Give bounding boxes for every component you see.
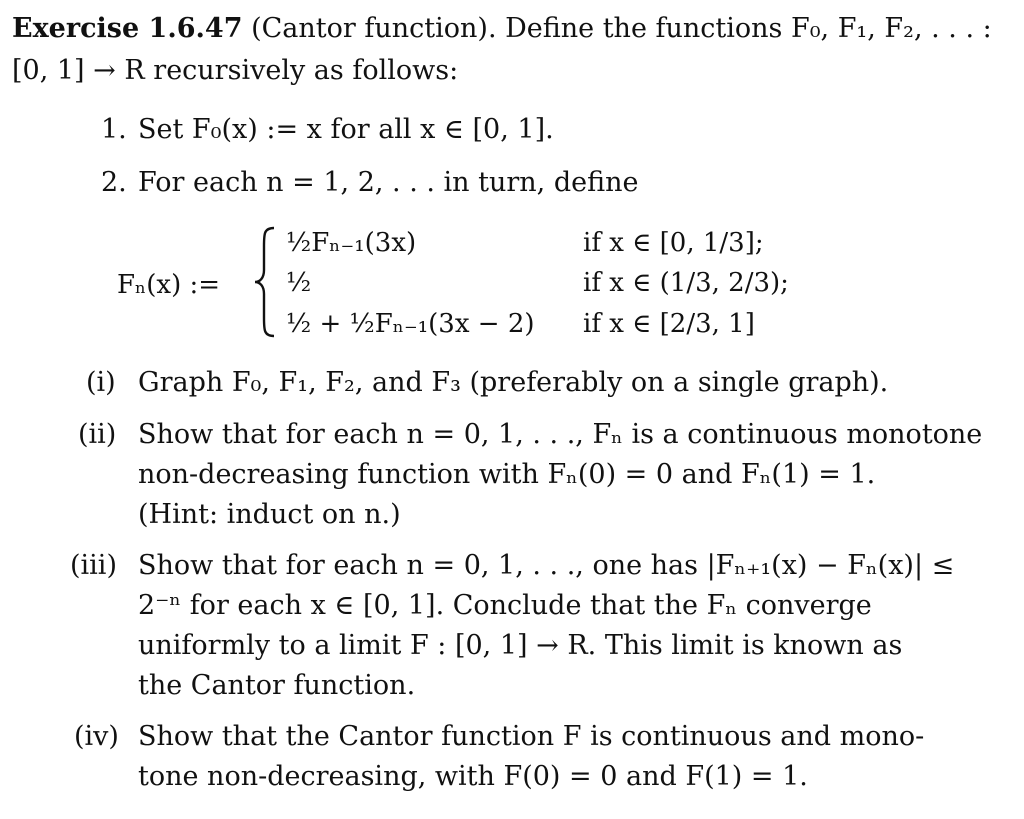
part-iii-label: (iii) xyxy=(70,550,117,581)
left-brace-icon xyxy=(252,226,282,338)
part-iii-line-4: the Cantor function. xyxy=(138,670,416,701)
part-iv-line-1: Show that the Cantor function F is continuous and mono- xyxy=(138,721,925,752)
part-iv-label: (iv) xyxy=(74,721,119,752)
part-iii-line-3: uniformly to a limit F : [0, 1] → R. This limit is known as xyxy=(138,630,903,661)
case-3-condition: if x ∈ [2/3, 1] xyxy=(583,309,755,339)
exercise-heading xyxy=(12,12,992,46)
exercise-title-paren: (Cantor function). xyxy=(251,13,497,44)
exercise-title: Exercise 1.6.47 xyxy=(12,13,243,44)
definition-lhs: Fₙ(x) := xyxy=(117,270,221,300)
case-2-expression: ½ xyxy=(286,268,312,298)
part-iv-line-2: tone non-decreasing, with F(0) = 0 and F(1) = 1. xyxy=(138,761,808,792)
part-i-label: (i) xyxy=(86,367,116,398)
part-ii-line-2: non-decreasing function with Fₙ(0) = 0 and Fₙ(1) = 1. xyxy=(138,459,876,490)
case-2-condition: if x ∈ (1/3, 2/3); xyxy=(583,268,789,298)
step-2-number: 2. xyxy=(101,167,127,198)
case-1-expression: ½Fₙ₋₁(3x) xyxy=(286,228,417,258)
part-i-line-1: Graph F₀, F₁, F₂, and F₃ (preferably on a single graph). xyxy=(138,367,889,398)
exercise-line-2: [0, 1] → R recursively as follows: xyxy=(12,55,459,86)
step-1-number: 1. xyxy=(101,114,127,145)
part-iii-line-1: Show that for each n = 0, 1, . . ., one has |Fₙ₊₁(x) − Fₙ(x)| ≤ xyxy=(138,550,955,581)
step-1-text: Set F₀(x) := x for all x ∈ [0, 1]. xyxy=(138,114,554,145)
exercise-title-rest: Define the functions F₀, F₁, F₂, . . . : xyxy=(505,13,992,44)
step-2-text: For each n = 1, 2, . . . in turn, define xyxy=(138,167,639,198)
case-3-expression: ½ + ½Fₙ₋₁(3x − 2) xyxy=(286,309,535,339)
part-iii-line-2: 2⁻ⁿ for each x ∈ [0, 1]. Conclude that the Fₙ converge xyxy=(138,590,872,621)
part-ii-line-1: Show that for each n = 0, 1, . . ., Fₙ is a continuous monotone xyxy=(138,419,983,450)
part-ii-line-3: (Hint: induct on n.) xyxy=(138,499,401,530)
case-1-condition: if x ∈ [0, 1/3]; xyxy=(583,228,764,258)
part-ii-label: (ii) xyxy=(78,419,117,450)
